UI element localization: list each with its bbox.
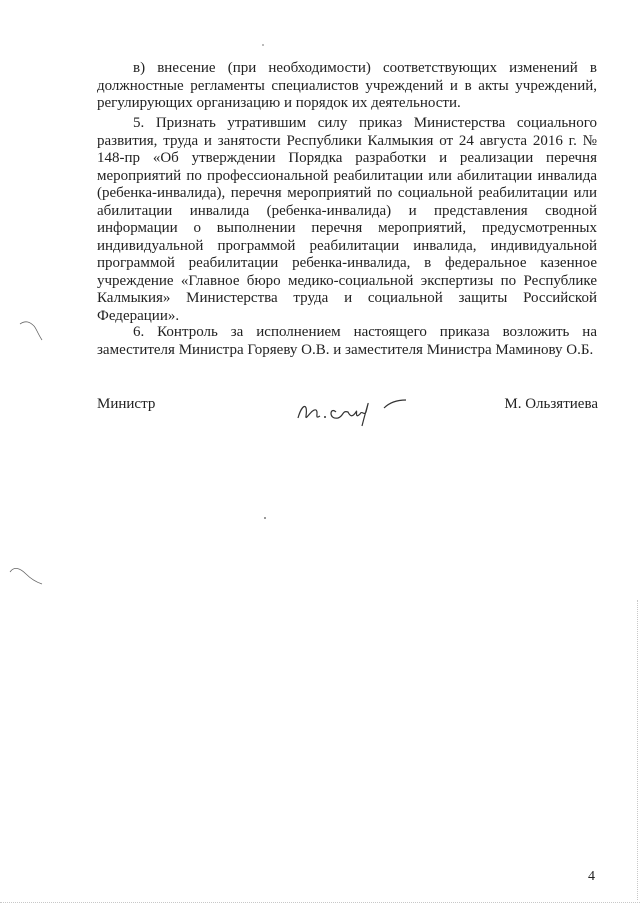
scan-edge-bottom (0, 901, 640, 903)
paragraph-5-text: 5. Признать утратившим силу приказ Министерства социального развития, труда и занятости Республики Калмыкия от 24 августа 2016 г. № 148-пр «Об утверждении Порядка разработки и реализации перечня мероприятий по профессиональной реабилитации или абилитации инвалида (ребенка-инвалида), перечня мероприятий по социальной реабилитации или абилитации инвалида (ребенка-инвалида) и представления сводной информации о выполнении перечня мероприятий, предусмотренных индивидуальной программой реабилитации инвалида, индивидуальной программой реабилитации ребенка-инвалида, в федеральное казенное учреждение «Главное бюро медико-социальной экспертизы по Республике Калмыкия» Министерства труда и социальной защиты Российской Федерации». (97, 115, 597, 324)
scan-artifact-mark (8, 564, 48, 588)
page-number: 4 (588, 869, 595, 884)
paragraph-6-text: 6. Контроль за исполнением настоящего приказа возложить на заместителя Министра Горяеву О.В. и заместителя Министра Маминову О.Б. (97, 324, 597, 358)
paragraph-6 (97, 324, 597, 359)
handwritten-signature (292, 390, 412, 430)
scan-artifact-mark (18, 318, 48, 348)
paragraph-v (97, 60, 597, 113)
scan-dot (262, 44, 264, 46)
scan-edge-right (636, 600, 638, 900)
paragraph-5 (97, 115, 597, 325)
paragraph-v-text: в) внесение (при необходимости) соответствующих изменений в должностные регламенты специалистов учреждений и в акты учреждений, регулирующих организацию и порядок их деятельности. (97, 60, 597, 111)
scan-dot (264, 517, 266, 519)
signatory-name: М. Ользятиева (504, 396, 598, 412)
signatory-title: Министр (97, 396, 156, 412)
